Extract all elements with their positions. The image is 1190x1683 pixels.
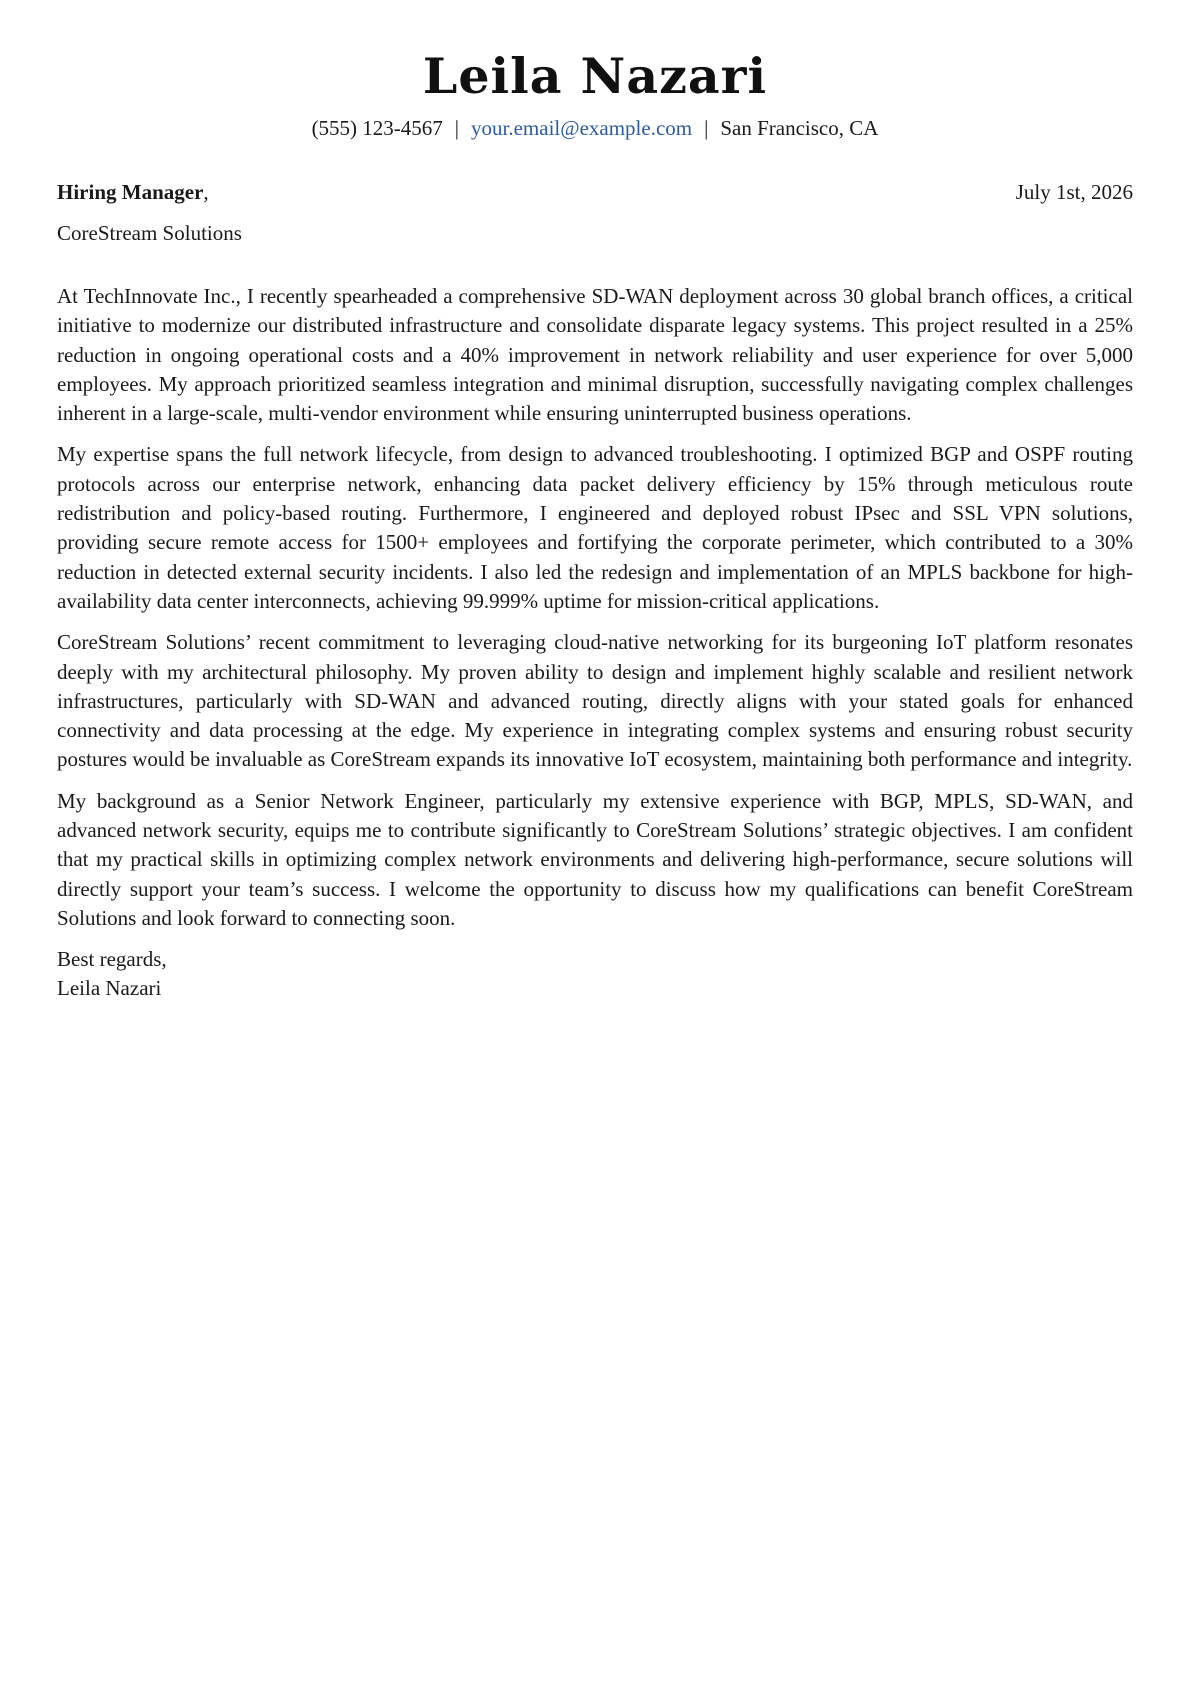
recipient-line	[57, 178, 209, 206]
contact-separator: |	[704, 116, 709, 140]
recipient-company: CoreStream Solutions	[57, 221, 242, 245]
body-paragraph: My background as a Senior Network Engineer, particularly my extensive experience with BGP, MPLS, SD-WAN, and advanced network security, equips me to contribute significantly to CoreStream Solutions’ strategic objectives. I am confident that my practical skills in optimizing complex network environments and delivering high-performance, secure solutions will directly support your team’s success. I welcome the opportunity to discuss how my qualifications can benefit CoreStream Solutions and look forward to connecting soon.	[57, 788, 1133, 930]
body-paragraph: CoreStream Solutions’ recent commitment to leveraging cloud-native networking for its burgeoning IoT platform resonates deeply with my architectural philosophy. My proven ability to design and implement highly scalable and resilient network infrastructures, particularly with SD-WAN and advanced routing, directly aligns with your stated goals for enhanced connectivity and data processing at the edge. My experience in integrating complex systems and ensuring robust security postures would be invaluable as CoreStream expands its innovative IoT ecosystem, maintaining both performance and integrity.	[57, 630, 1133, 772]
location: San Francisco, CA	[720, 116, 879, 140]
closing-salutation: Best regards,	[57, 947, 167, 972]
recipient-name-comma: ,	[203, 180, 209, 204]
letter-body	[57, 282, 1133, 1003]
body-paragraph: At TechInnovate Inc., I recently spearheaded a comprehensive SD-WAN deployment across 30 global branch offices, a critical initiative to modernize our distributed infrastructure and consolidate disparate legacy systems. This project resulted in a 25% reduction in ongoing operational costs and a 40% improvement in network reliability and user experience for over 5,000 employees. My approach prioritized seamless integration and minimal disruption, successfully navigating complex challenges inherent in a large-scale, multi-vendor environment while ensuring uninterrupted business operations.	[57, 284, 1133, 426]
email-link[interactable]: your.email@example.com	[471, 116, 693, 140]
recipient-name: Hiring Manager	[57, 180, 204, 204]
body-paragraph: My expertise spans the full network lifecycle, from design to advanced troubleshooting. I optimized BGP and OSPF routing protocols across our enterprise network, enhancing data packet delivery efficiency by 15% through meticulous route redistribution and policy-based routing. Furthermore, I engineered and deployed robust IPsec and SSL VPN solutions, providing secure remote access for 1500+ employees and fortifying the corporate perimeter, which contributed to a 30% reduction in detected external security incidents. I also led the redesign and implementation of an MPLS backbone for high-availability data center interconnects, achieving 99.999% uptime for mission-critical applications.	[57, 442, 1133, 613]
contact-line	[57, 114, 1133, 142]
letter-date: July 1st, 2026	[1015, 180, 1133, 204]
contact-separator: |	[454, 116, 460, 140]
phone-number: (555) 123-4567	[311, 116, 443, 140]
applicant-name: Leila Nazari	[422, 47, 768, 105]
closing-block	[57, 945, 1133, 1003]
signature-name: Leila Nazari	[57, 976, 162, 1001]
